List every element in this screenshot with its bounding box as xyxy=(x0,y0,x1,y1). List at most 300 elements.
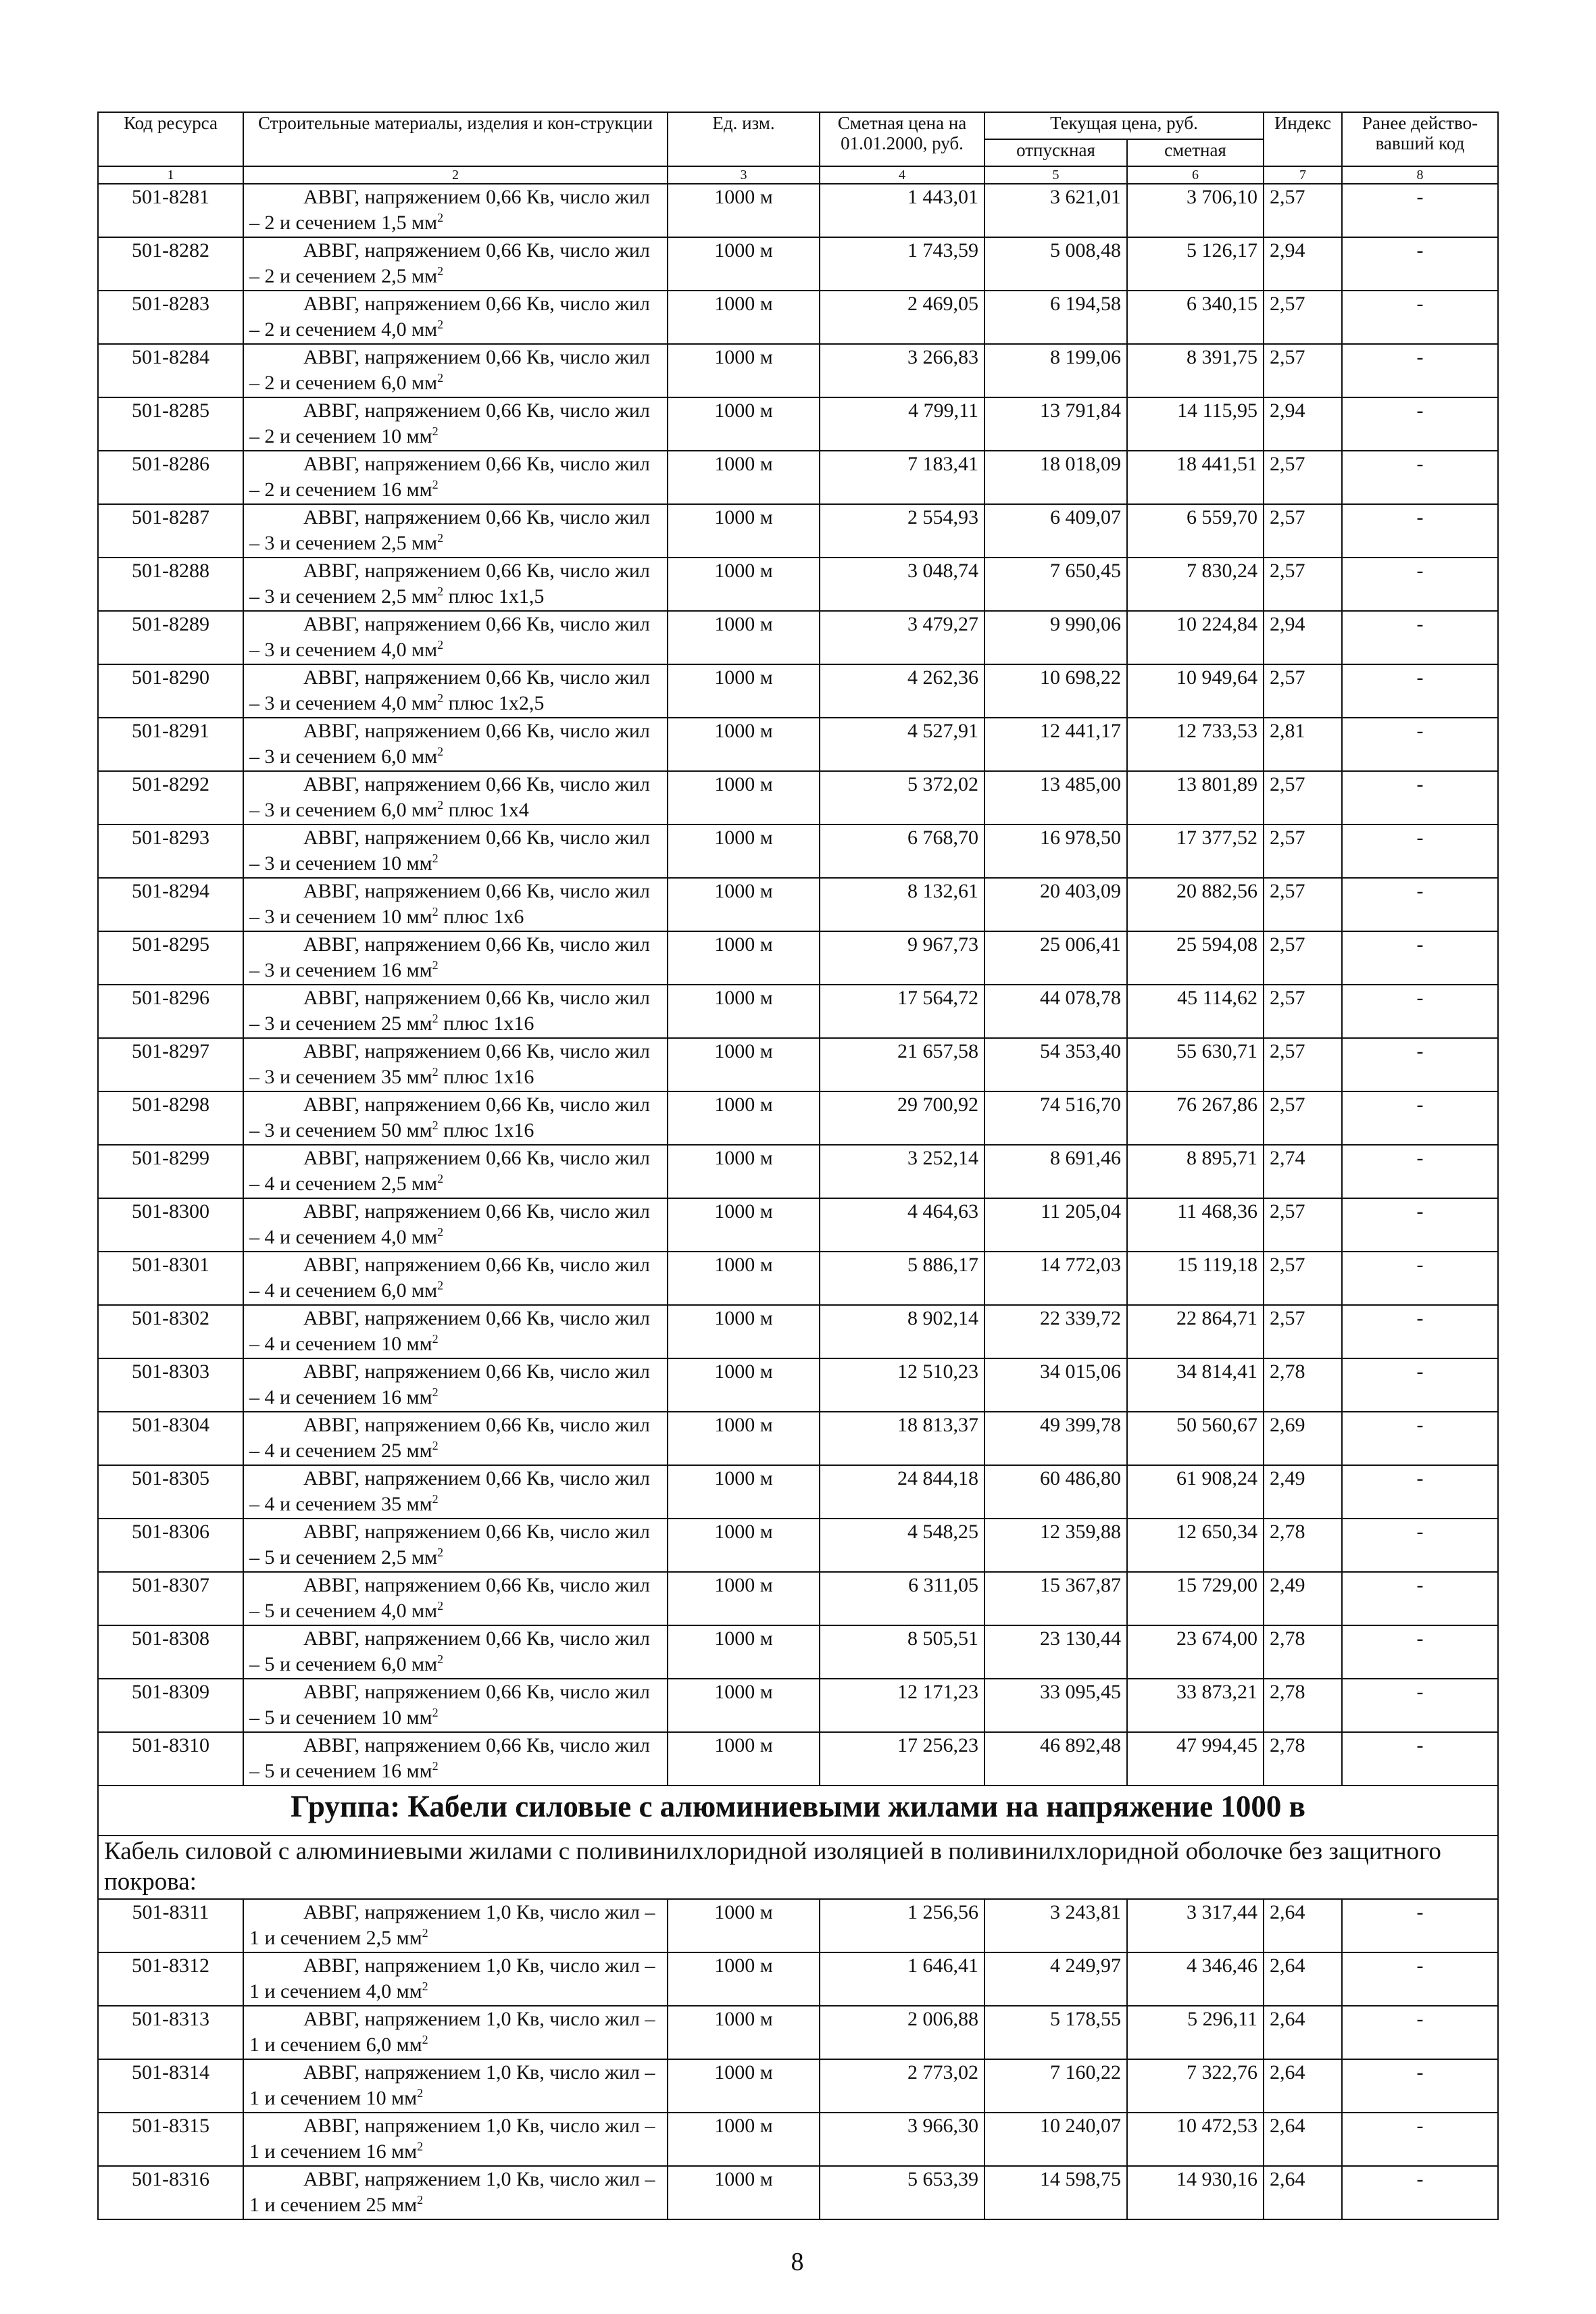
previous-code: - xyxy=(1342,451,1498,504)
unit-exponent: 2 xyxy=(432,1385,439,1399)
table-row xyxy=(98,184,1498,237)
unit-exponent: 2 xyxy=(437,1225,444,1239)
unit: 1000 м xyxy=(668,664,820,718)
estimated-price: 12 733,53 xyxy=(1127,718,1264,771)
unit-exponent: 2 xyxy=(437,1172,444,1185)
wholesale-price: 13 485,00 xyxy=(984,771,1127,824)
base-price: 24 844,18 xyxy=(820,1465,984,1519)
resource-code: 501-8300 xyxy=(98,1198,243,1252)
base-price: 17 564,72 xyxy=(820,985,984,1038)
wholesale-price: 8 691,46 xyxy=(984,1145,1127,1198)
description-text: АВВГ, напряжением 0,66 Кв, число жил – 3 и сечением 35 мм xyxy=(249,1040,650,1088)
resource-code: 501-8316 xyxy=(98,2166,243,2219)
resource-code: 501-8301 xyxy=(98,1252,243,1305)
previous-code: - xyxy=(1342,397,1498,451)
price-index: 2,57 xyxy=(1264,558,1342,611)
material-description xyxy=(243,237,668,291)
description-text: АВВГ, напряжением 0,66 Кв, число жил – 3 и сечением 16 мм xyxy=(249,933,650,981)
header-materials: Строительные материалы, изделия и кон-струкции xyxy=(243,112,668,166)
material-description xyxy=(243,504,668,558)
resource-code: 501-8302 xyxy=(98,1305,243,1358)
resource-code: 501-8311 xyxy=(98,1899,243,1952)
previous-code: - xyxy=(1342,1145,1498,1198)
wholesale-price: 54 353,40 xyxy=(984,1038,1127,1091)
description-text: АВВГ, напряжением 0,66 Кв, число жил – 5 и сечением 6,0 мм xyxy=(249,1627,650,1675)
table-row xyxy=(98,931,1498,985)
material-description xyxy=(243,611,668,664)
table-row xyxy=(98,611,1498,664)
resource-code: 501-8305 xyxy=(98,1465,243,1519)
description-text: АВВГ, напряжением 0,66 Кв, число жил – 3 и сечением 6,0 мм xyxy=(249,720,650,768)
estimated-price: 13 801,89 xyxy=(1127,771,1264,824)
wholesale-price: 6 194,58 xyxy=(984,291,1127,344)
wholesale-price: 9 990,06 xyxy=(984,611,1127,664)
wholesale-price: 11 205,04 xyxy=(984,1198,1127,1252)
material-description xyxy=(243,718,668,771)
wholesale-price: 15 367,87 xyxy=(984,1572,1127,1625)
unit: 1000 м xyxy=(668,1732,820,1786)
price-index: 2,57 xyxy=(1264,1198,1342,1252)
estimated-price: 14 115,95 xyxy=(1127,397,1264,451)
estimated-price: 25 594,08 xyxy=(1127,931,1264,985)
base-price: 3 252,14 xyxy=(820,1145,984,1198)
resource-code: 501-8309 xyxy=(98,1679,243,1732)
unit-exponent: 2 xyxy=(432,1439,439,1452)
unit: 1000 м xyxy=(668,824,820,878)
description-text: АВВГ, напряжением 0,66 Кв, число жил – 5 и сечением 10 мм xyxy=(249,1681,650,1729)
base-price: 3 966,30 xyxy=(820,2113,984,2166)
wholesale-price: 12 441,17 xyxy=(984,718,1127,771)
base-price: 2 773,02 xyxy=(820,2059,984,2113)
resource-code: 501-8313 xyxy=(98,2006,243,2059)
price-index: 2,64 xyxy=(1264,2166,1342,2219)
estimated-price: 5 126,17 xyxy=(1127,237,1264,291)
estimated-price: 4 346,46 xyxy=(1127,1952,1264,2006)
material-description xyxy=(243,878,668,931)
unit-exponent: 2 xyxy=(437,745,444,758)
estimated-price: 10 472,53 xyxy=(1127,2113,1264,2166)
unit-exponent: 2 xyxy=(432,905,439,918)
estimated-price: 33 873,21 xyxy=(1127,1679,1264,1732)
resource-code: 501-8315 xyxy=(98,2113,243,2166)
description-text: АВВГ, напряжением 0,66 Кв, число жил – 4 и сечением 10 мм xyxy=(249,1307,650,1355)
description-text: АВВГ, напряжением 0,66 Кв, число жил – 2 и сечением 16 мм xyxy=(249,453,650,501)
unit: 1000 м xyxy=(668,504,820,558)
base-price: 4 799,11 xyxy=(820,397,984,451)
previous-code: - xyxy=(1342,344,1498,397)
base-price: 12 510,23 xyxy=(820,1358,984,1412)
description-text: АВВГ, напряжением 0,66 Кв, число жил – 2 и сечением 10 мм xyxy=(249,399,650,447)
wholesale-price: 5 008,48 xyxy=(984,237,1127,291)
header-wholesale: отпускная xyxy=(984,139,1127,166)
wholesale-price: 14 772,03 xyxy=(984,1252,1127,1305)
base-price: 21 657,58 xyxy=(820,1038,984,1091)
table-row xyxy=(98,2113,1498,2166)
estimated-price: 10 949,64 xyxy=(1127,664,1264,718)
unit: 1000 м xyxy=(668,985,820,1038)
table-row xyxy=(98,451,1498,504)
wholesale-price: 22 339,72 xyxy=(984,1305,1127,1358)
unit-exponent: 2 xyxy=(432,1759,439,1773)
wholesale-price: 4 249,97 xyxy=(984,1952,1127,2006)
wholesale-price: 3 243,81 xyxy=(984,1899,1127,1952)
resource-code: 501-8297 xyxy=(98,1038,243,1091)
resource-code: 501-8294 xyxy=(98,878,243,931)
unit: 1000 м xyxy=(668,291,820,344)
material-description xyxy=(243,771,668,824)
unit-exponent: 2 xyxy=(432,1065,439,1079)
base-price: 5 372,02 xyxy=(820,771,984,824)
price-index: 2,57 xyxy=(1264,878,1342,931)
column-number-row xyxy=(98,166,1498,184)
wholesale-price: 49 399,78 xyxy=(984,1412,1127,1465)
material-description xyxy=(243,344,668,397)
price-index: 2,57 xyxy=(1264,771,1342,824)
resource-code: 501-8281 xyxy=(98,184,243,237)
unit: 1000 м xyxy=(668,878,820,931)
previous-code: - xyxy=(1342,1519,1498,1572)
material-description xyxy=(243,1465,668,1519)
wholesale-price: 60 486,80 xyxy=(984,1465,1127,1519)
resource-code: 501-8312 xyxy=(98,1952,243,2006)
column-number: 3 xyxy=(668,166,820,184)
unit: 1000 м xyxy=(668,931,820,985)
previous-code: - xyxy=(1342,1305,1498,1358)
table-row xyxy=(98,718,1498,771)
base-price: 8 132,61 xyxy=(820,878,984,931)
estimated-price: 7 322,76 xyxy=(1127,2059,1264,2113)
material-description xyxy=(243,2006,668,2059)
estimated-price: 18 441,51 xyxy=(1127,451,1264,504)
resource-code: 501-8308 xyxy=(98,1625,243,1679)
resource-code: 501-8291 xyxy=(98,718,243,771)
description-text: АВВГ, напряжением 0,66 Кв, число жил – 2 и сечением 2,5 мм xyxy=(249,239,650,287)
description-tail: плюс 1х16 xyxy=(438,1066,534,1088)
previous-code: - xyxy=(1342,1572,1498,1625)
column-number: 1 xyxy=(98,166,243,184)
description-text: АВВГ, напряжением 0,66 Кв, число жил – 3 и сечением 6,0 мм xyxy=(249,773,650,821)
description-text: АВВГ, напряжением 1,0 Кв, число жил – 1 и сечением 6,0 мм xyxy=(249,2008,655,2056)
unit-exponent: 2 xyxy=(432,424,439,438)
estimated-price: 8 391,75 xyxy=(1127,344,1264,397)
price-index: 2,78 xyxy=(1264,1625,1342,1679)
description-text: АВВГ, напряжением 0,66 Кв, число жил – 4 и сечением 6,0 мм xyxy=(249,1254,650,1302)
unit: 1000 м xyxy=(668,2059,820,2113)
estimated-price: 11 468,36 xyxy=(1127,1198,1264,1252)
unit-exponent: 2 xyxy=(437,1652,444,1666)
price-index: 2,64 xyxy=(1264,2113,1342,2166)
unit: 1000 м xyxy=(668,1305,820,1358)
unit-exponent: 2 xyxy=(437,798,444,812)
wholesale-price: 13 791,84 xyxy=(984,397,1127,451)
base-price: 4 527,91 xyxy=(820,718,984,771)
unit-exponent: 2 xyxy=(432,478,439,491)
base-price: 2 006,88 xyxy=(820,2006,984,2059)
base-price: 3 048,74 xyxy=(820,558,984,611)
table-row xyxy=(98,1899,1498,1952)
table-row xyxy=(98,1679,1498,1732)
table-row xyxy=(98,2166,1498,2219)
base-price: 8 902,14 xyxy=(820,1305,984,1358)
price-index: 2,57 xyxy=(1264,504,1342,558)
table-row xyxy=(98,1091,1498,1145)
unit: 1000 м xyxy=(668,1091,820,1145)
description-text: АВВГ, напряжением 0,66 Кв, число жил – 3 и сечением 10 мм xyxy=(249,880,650,928)
estimated-price: 61 908,24 xyxy=(1127,1465,1264,1519)
description-text: АВВГ, напряжением 0,66 Кв, число жил – 2 и сечением 6,0 мм xyxy=(249,346,650,394)
previous-code: - xyxy=(1342,1679,1498,1732)
previous-code: - xyxy=(1342,2166,1498,2219)
table-row xyxy=(98,2059,1498,2113)
estimated-price: 22 864,71 xyxy=(1127,1305,1264,1358)
unit-exponent: 2 xyxy=(437,1546,444,1559)
wholesale-price: 18 018,09 xyxy=(984,451,1127,504)
group-section xyxy=(98,1786,1498,1899)
price-index: 2,78 xyxy=(1264,1732,1342,1786)
estimated-price: 12 650,34 xyxy=(1127,1519,1264,1572)
table-row xyxy=(98,504,1498,558)
material-description xyxy=(243,1625,668,1679)
unit: 1000 м xyxy=(668,1572,820,1625)
price-index: 2,64 xyxy=(1264,1899,1342,1952)
wholesale-price: 10 240,07 xyxy=(984,2113,1127,2166)
description-text: АВВГ, напряжением 1,0 Кв, число жил – 1 и сечением 10 мм xyxy=(249,2061,655,2109)
price-index: 2,74 xyxy=(1264,1145,1342,1198)
resource-code: 501-8314 xyxy=(98,2059,243,2113)
unit-exponent: 2 xyxy=(437,1599,444,1613)
material-description xyxy=(243,1305,668,1358)
previous-code: - xyxy=(1342,1732,1498,1786)
material-description xyxy=(243,1679,668,1732)
wholesale-price: 7 650,45 xyxy=(984,558,1127,611)
previous-code: - xyxy=(1342,771,1498,824)
unit-exponent: 2 xyxy=(437,211,444,224)
wholesale-price: 74 516,70 xyxy=(984,1091,1127,1145)
unit-exponent: 2 xyxy=(432,1706,439,1719)
description-tail: плюс 1х16 xyxy=(438,1119,534,1141)
estimated-price: 23 674,00 xyxy=(1127,1625,1264,1679)
previous-code: - xyxy=(1342,1412,1498,1465)
wholesale-price: 23 130,44 xyxy=(984,1625,1127,1679)
wholesale-price: 12 359,88 xyxy=(984,1519,1127,1572)
unit: 1000 м xyxy=(668,1625,820,1679)
base-price: 4 464,63 xyxy=(820,1198,984,1252)
estimated-price: 45 114,62 xyxy=(1127,985,1264,1038)
price-index: 2,64 xyxy=(1264,1952,1342,2006)
unit-exponent: 2 xyxy=(417,2193,424,2207)
table-row xyxy=(98,1625,1498,1679)
base-price: 4 548,25 xyxy=(820,1519,984,1572)
material-description xyxy=(243,184,668,237)
previous-code: - xyxy=(1342,2113,1498,2166)
unit-exponent: 2 xyxy=(437,371,444,385)
previous-code: - xyxy=(1342,664,1498,718)
material-description xyxy=(243,1572,668,1625)
table-body-group-2 xyxy=(98,1899,1498,2219)
unit-exponent: 2 xyxy=(432,958,439,972)
material-description xyxy=(243,1091,668,1145)
previous-code: - xyxy=(1342,558,1498,611)
group-row xyxy=(98,1786,1498,1836)
unit: 1000 м xyxy=(668,611,820,664)
header-base-price: Сметная цена на 01.01.2000, руб. xyxy=(820,112,984,166)
price-index: 2,78 xyxy=(1264,1519,1342,1572)
description-text: АВВГ, напряжением 0,66 Кв, число жил – 4 и сечением 16 мм xyxy=(249,1360,650,1408)
material-description xyxy=(243,2059,668,2113)
material-description xyxy=(243,824,668,878)
wholesale-price: 25 006,41 xyxy=(984,931,1127,985)
previous-code: - xyxy=(1342,2006,1498,2059)
estimated-price: 20 882,56 xyxy=(1127,878,1264,931)
unit-exponent: 2 xyxy=(437,318,444,331)
description-text: АВВГ, напряжением 0,66 Кв, число жил – 3 и сечением 4,0 мм xyxy=(249,666,650,714)
material-description xyxy=(243,1145,668,1198)
price-index: 2,57 xyxy=(1264,1038,1342,1091)
material-description xyxy=(243,558,668,611)
previous-code: - xyxy=(1342,1358,1498,1412)
estimated-price: 76 267,86 xyxy=(1127,1091,1264,1145)
resource-code: 501-8299 xyxy=(98,1145,243,1198)
table-row xyxy=(98,1952,1498,2006)
column-number: 4 xyxy=(820,166,984,184)
header-previous-code: Ранее действо-вавший код xyxy=(1342,112,1498,166)
column-number: 5 xyxy=(984,166,1127,184)
unit-exponent: 2 xyxy=(432,852,439,865)
table-row xyxy=(98,1572,1498,1625)
price-index: 2,94 xyxy=(1264,237,1342,291)
unit: 1000 м xyxy=(668,237,820,291)
description-text: АВВГ, напряжением 0,66 Кв, число жил – 3 и сечением 50 мм xyxy=(249,1093,650,1141)
material-description xyxy=(243,2113,668,2166)
description-text: АВВГ, напряжением 0,66 Кв, число жил – 4 и сечением 25 мм xyxy=(249,1414,650,1462)
material-description xyxy=(243,1198,668,1252)
table-row xyxy=(98,1465,1498,1519)
previous-code: - xyxy=(1342,1899,1498,1952)
previous-code: - xyxy=(1342,878,1498,931)
table-row xyxy=(98,397,1498,451)
wholesale-price: 46 892,48 xyxy=(984,1732,1127,1786)
unit: 1000 м xyxy=(668,1198,820,1252)
description-text: АВВГ, напряжением 1,0 Кв, число жил – 1 и сечением 16 мм xyxy=(249,2115,655,2163)
estimated-price: 6 340,15 xyxy=(1127,291,1264,344)
description-text: АВВГ, напряжением 0,66 Кв, число жил – 5 и сечением 16 мм xyxy=(249,1734,650,1782)
wholesale-price: 16 978,50 xyxy=(984,824,1127,878)
previous-code: - xyxy=(1342,1091,1498,1145)
base-price: 5 886,17 xyxy=(820,1252,984,1305)
wholesale-price: 14 598,75 xyxy=(984,2166,1127,2219)
unit-exponent: 2 xyxy=(437,638,444,651)
estimated-price: 3 317,44 xyxy=(1127,1899,1264,1952)
unit-exponent: 2 xyxy=(437,531,444,545)
price-index: 2,57 xyxy=(1264,985,1342,1038)
table-row xyxy=(98,291,1498,344)
table-row xyxy=(98,1519,1498,1572)
price-table xyxy=(97,112,1499,2220)
unit-exponent: 2 xyxy=(422,2033,428,2046)
material-description xyxy=(243,451,668,504)
previous-code: - xyxy=(1342,985,1498,1038)
material-description xyxy=(243,1732,668,1786)
unit: 1000 м xyxy=(668,1038,820,1091)
unit: 1000 м xyxy=(668,1358,820,1412)
description-text: АВВГ, напряжением 0,66 Кв, число жил – 3 и сечением 4,0 мм xyxy=(249,613,650,661)
unit-exponent: 2 xyxy=(417,2140,424,2153)
previous-code: - xyxy=(1342,611,1498,664)
subgroup-title: Кабель силовой с алюминиевыми жилами с поливинилхлоридной изоляцией в поливинилхлоридной оболочке без защитного покрова: xyxy=(98,1836,1498,1899)
table-row xyxy=(98,824,1498,878)
price-index: 2,78 xyxy=(1264,1358,1342,1412)
material-description xyxy=(243,1952,668,2006)
base-price: 1 256,56 xyxy=(820,1899,984,1952)
estimated-price: 50 560,67 xyxy=(1127,1412,1264,1465)
price-index: 2,57 xyxy=(1264,184,1342,237)
base-price: 6 768,70 xyxy=(820,824,984,878)
resource-code: 501-8298 xyxy=(98,1091,243,1145)
material-description xyxy=(243,2166,668,2219)
unit: 1000 м xyxy=(668,2166,820,2219)
price-index: 2,57 xyxy=(1264,1252,1342,1305)
table-row xyxy=(98,985,1498,1038)
base-price: 4 262,36 xyxy=(820,664,984,718)
table-row xyxy=(98,664,1498,718)
price-index: 2,49 xyxy=(1264,1465,1342,1519)
price-index: 2,81 xyxy=(1264,718,1342,771)
table-row xyxy=(98,1252,1498,1305)
wholesale-price: 20 403,09 xyxy=(984,878,1127,931)
description-text: АВВГ, напряжением 1,0 Кв, число жил – 1 и сечением 4,0 мм xyxy=(249,1954,655,2002)
previous-code: - xyxy=(1342,291,1498,344)
column-number: 6 xyxy=(1127,166,1264,184)
previous-code: - xyxy=(1342,504,1498,558)
base-price: 18 813,37 xyxy=(820,1412,984,1465)
base-price: 8 505,51 xyxy=(820,1625,984,1679)
base-price: 29 700,92 xyxy=(820,1091,984,1145)
price-index: 2,94 xyxy=(1264,397,1342,451)
description-text: АВВГ, напряжением 1,0 Кв, число жил – 1 и сечением 2,5 мм xyxy=(249,1901,655,1949)
group-title: Группа: Кабели силовые с алюминиевыми жилами на напряжение 1000 в xyxy=(98,1786,1498,1836)
price-index: 2,57 xyxy=(1264,931,1342,985)
estimated-price: 5 296,11 xyxy=(1127,2006,1264,2059)
description-text: АВВГ, напряжением 0,66 Кв, число жил – 2 и сечением 4,0 мм xyxy=(249,293,650,341)
table-row xyxy=(98,1038,1498,1091)
unit-exponent: 2 xyxy=(432,1012,439,1025)
header-estimated: сметная xyxy=(1127,139,1264,166)
unit-exponent: 2 xyxy=(437,264,444,278)
previous-code: - xyxy=(1342,1625,1498,1679)
description-text: АВВГ, напряжением 1,0 Кв, число жил – 1 и сечением 25 мм xyxy=(249,2168,655,2216)
base-price: 2 554,93 xyxy=(820,504,984,558)
price-index: 2,64 xyxy=(1264,2006,1342,2059)
base-price: 3 266,83 xyxy=(820,344,984,397)
price-index: 2,57 xyxy=(1264,1305,1342,1358)
unit: 1000 м xyxy=(668,1145,820,1198)
material-description xyxy=(243,985,668,1038)
description-text: АВВГ, напряжением 0,66 Кв, число жил – 3 и сечением 2,5 мм xyxy=(249,506,650,554)
material-description xyxy=(243,1252,668,1305)
base-price: 1 646,41 xyxy=(820,1952,984,2006)
unit: 1000 м xyxy=(668,344,820,397)
price-index: 2,64 xyxy=(1264,2059,1342,2113)
base-price: 9 967,73 xyxy=(820,931,984,985)
resource-code: 501-8288 xyxy=(98,558,243,611)
material-description xyxy=(243,1519,668,1572)
unit-exponent: 2 xyxy=(432,1492,439,1506)
estimated-price: 17 377,52 xyxy=(1127,824,1264,878)
estimated-price: 3 706,10 xyxy=(1127,184,1264,237)
page-number: 8 xyxy=(791,2248,804,2276)
resource-code: 501-8287 xyxy=(98,504,243,558)
header-code: Код ресурса xyxy=(98,112,243,166)
